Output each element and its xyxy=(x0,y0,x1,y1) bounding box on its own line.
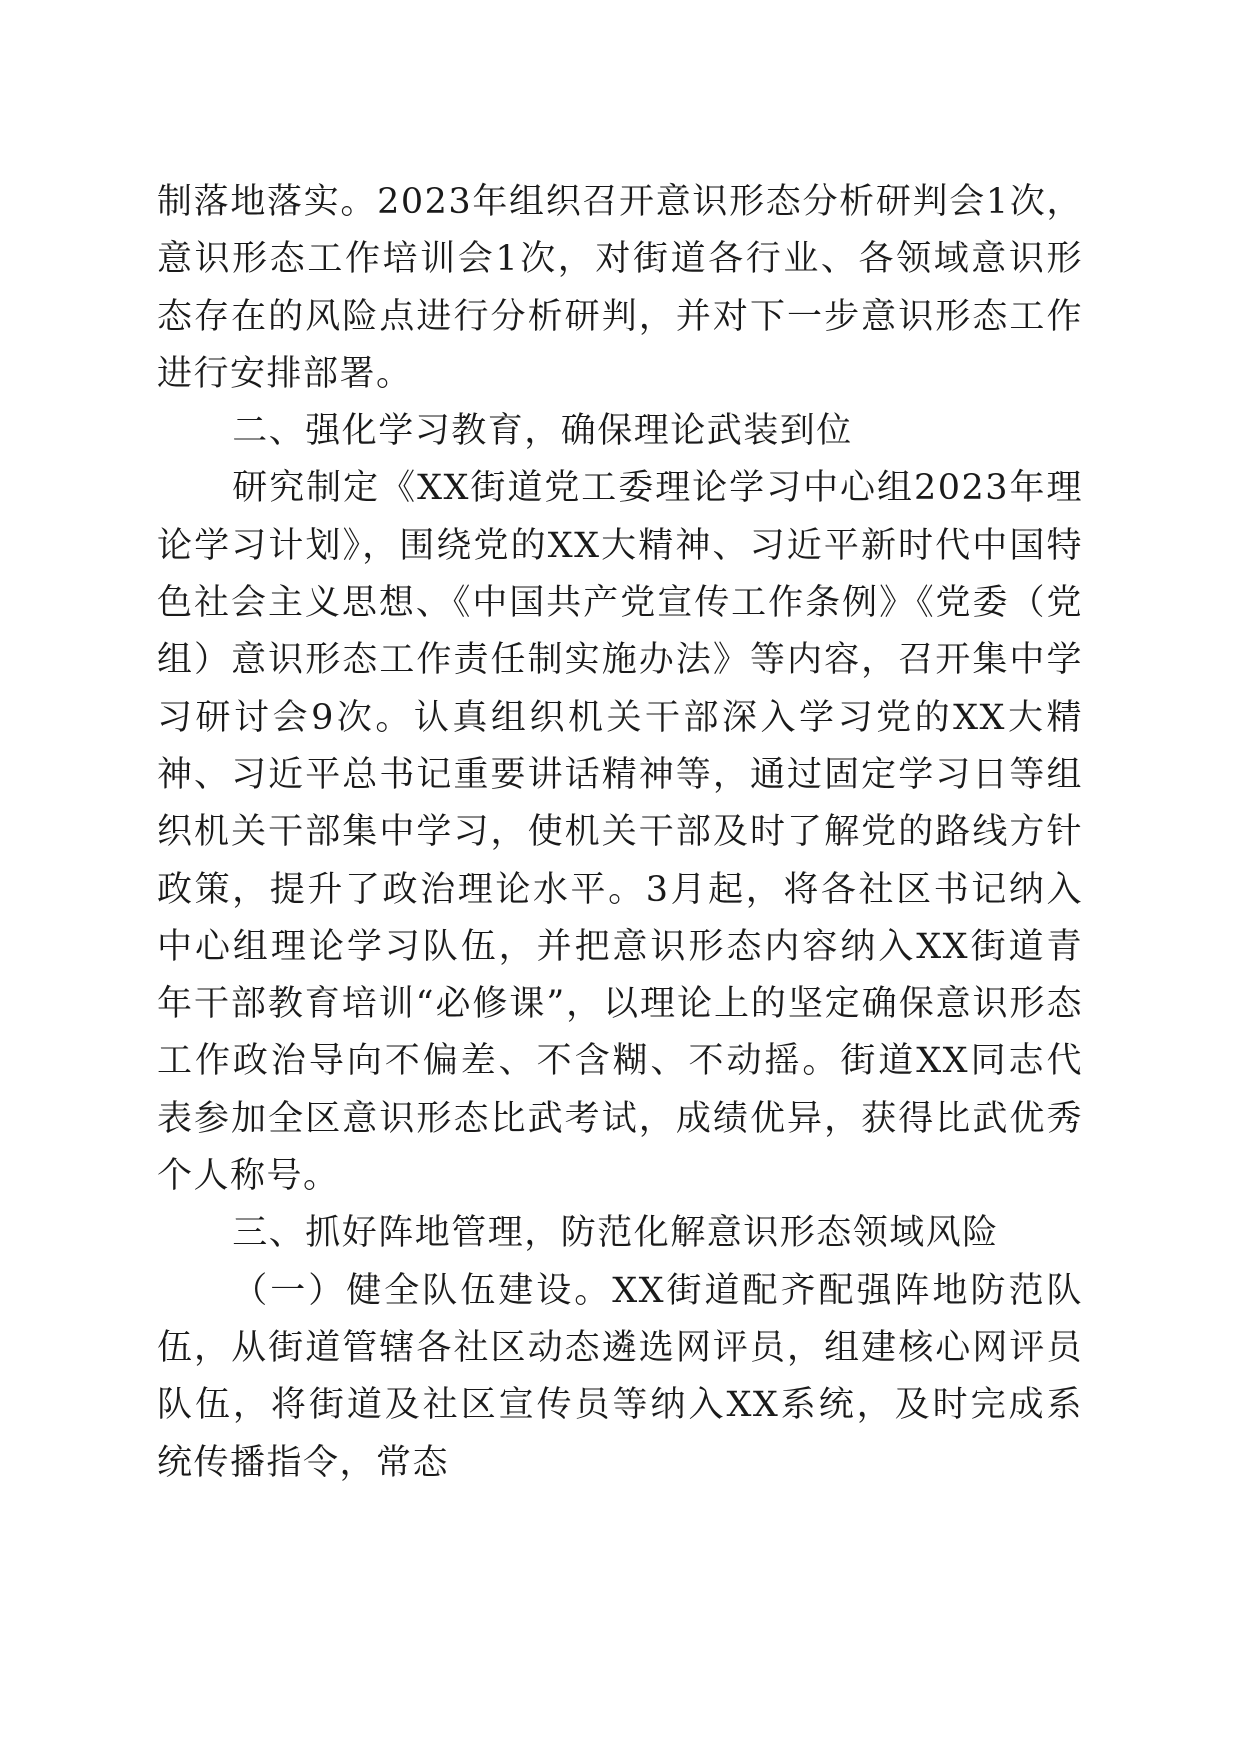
section-heading-3: 三、抓好阵地管理，防范化解意识形态领域风险 xyxy=(232,1213,999,1254)
paragraph-continuation: 制落地落实。2023年组织召开意识形态分析研判会1次，意识形态工作培训会1次，对街道各行业、各领域意识形态存在的风险点进行分析研判，并对下一步意识形态工作进行安排部署。 xyxy=(157,182,1083,394)
paragraph-team-building: （一）健全队伍建设。XX街道配齐配强阵地防范队伍，从街道管辖各社区动态遴选网评员，组建核心网评员队伍，将街道及社区宣传员等纳入XX系统，及时完成系统传播指令，常态 xyxy=(157,1270,1083,1483)
document-body xyxy=(157,174,1083,1492)
paragraph-study: 研究制定《XX街道党工委理论学习中心组2023年理论学习计划》，围绕党的XX大精神、习近平新时代中国特色社会主义思想、《中国共产党宣传工作条例》《党委（党组）意识形态工作责任制实施办法》等内容，召开集中学习研讨会9次。认真组织机关干部深入学习党的XX大精神、习近平总书记重要讲话精神等，通过固定学习日等组织机关干部集中学习，使机关干部及时了解党的路线方针政策，提升了政治理论水平。3月起，将各社区书记纳入中心组理论学习队伍，并把意识形态内容纳入XX街道青年干部教育培训“必修课”，以理论上的坚定确保意识形态工作政治导向不偏差、不含糊、不动摇。街道XX同志代表参加全区意识形态比武考试，成绩优异，获得比武优秀个人称号。 xyxy=(157,468,1083,1197)
section-heading-2: 二、强化学习教育，确保理论武装到位 xyxy=(232,411,853,452)
